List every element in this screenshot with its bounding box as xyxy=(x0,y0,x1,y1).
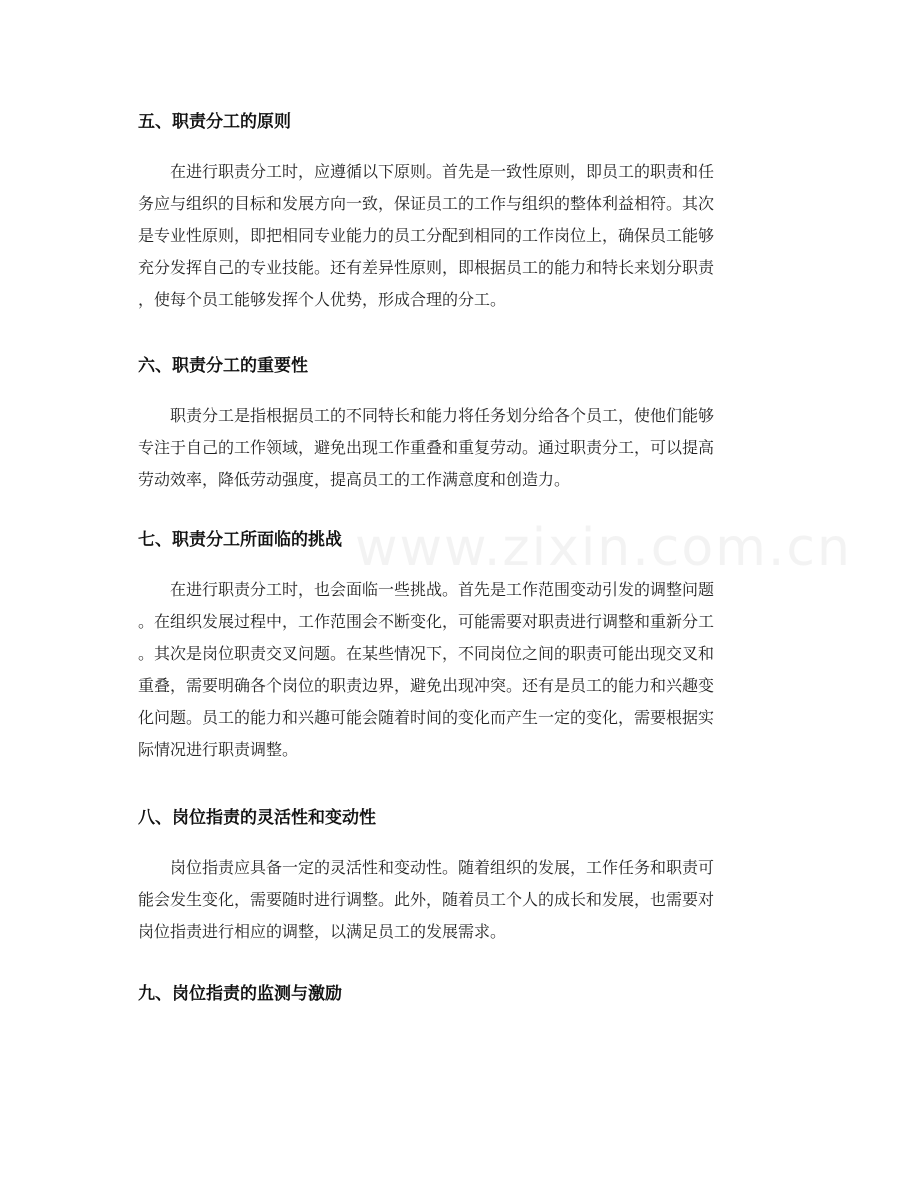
paragraph-line: 在进行职责分工时，应遵循以下原则。首先是一致性原则，即员工的职责和任 xyxy=(170,162,715,181)
section-heading-5: 五、职责分工的原则 xyxy=(138,112,291,132)
paragraph-line: 专注于自己的工作领域，避免出现工作重叠和重复劳动。通过职责分工，可以提高 xyxy=(138,438,715,457)
section-paragraph-6 xyxy=(138,400,786,496)
section-paragraph-7 xyxy=(138,574,786,766)
watermark: www.zixin.com.cn xyxy=(355,518,852,578)
paragraph-line: 职责分工是指根据员工的不同特长和能力将任务划分给各个员工，使他们能够 xyxy=(170,406,715,425)
section-heading-7: 七、职责分工所面临的挑战 xyxy=(138,530,342,550)
paragraph-line: 岗位指责应具备一定的灵活性和变动性。随着组织的发展，工作任务和职责可 xyxy=(170,858,715,877)
section-heading-9: 九、岗位指责的监测与激励 xyxy=(138,984,342,1004)
section-heading-8: 八、岗位指责的灵活性和变动性 xyxy=(138,808,376,828)
paragraph-line: ，使每个员工能够发挥个人优势，形成合理的分工。 xyxy=(138,290,507,309)
section-heading-6: 六、职责分工的重要性 xyxy=(138,356,308,376)
paragraph-line: 际情况进行职责调整。 xyxy=(138,740,299,759)
paragraph-line: 。在组织发展过程中，工作范围会不断变化，可能需要对职责进行调整和重新分工 xyxy=(138,612,715,631)
paragraph-line: 。其次是岗位职责交叉问题。在某些情况下，不同岗位之间的职责可能出现交叉和 xyxy=(138,644,715,663)
section-paragraph-5 xyxy=(138,156,786,316)
paragraph-line: 重叠，需要明确各个岗位的职责边界，避免出现冲突。还有是员工的能力和兴趣变 xyxy=(138,676,715,695)
paragraph-line: 劳动效率，降低劳动强度，提高员工的工作满意度和创造力。 xyxy=(138,470,571,489)
paragraph-line: 务应与组织的目标和发展方向一致，保证员工的工作与组织的整体利益相符。其次 xyxy=(138,194,715,213)
paragraph-line: 化问题。员工的能力和兴趣可能会随着时间的变化而产生一定的变化，需要根据实 xyxy=(138,708,715,727)
paragraph-line: 充分发挥自己的专业技能。还有差异性原则，即根据员工的能力和特长来划分职责 xyxy=(138,258,715,277)
paragraph-line: 岗位指责进行相应的调整，以满足员工的发展需求。 xyxy=(138,922,507,941)
paragraph-line: 是专业性原则，即把相同专业能力的员工分配到相同的工作岗位上，确保员工能够 xyxy=(138,226,715,245)
paragraph-line: 在进行职责分工时，也会面临一些挑战。首先是工作范围变动引发的调整问题 xyxy=(170,580,715,599)
section-paragraph-8 xyxy=(138,852,786,948)
paragraph-line: 能会发生变化，需要随时进行调整。此外，随着员工个人的成长和发展，也需要对 xyxy=(138,890,715,909)
